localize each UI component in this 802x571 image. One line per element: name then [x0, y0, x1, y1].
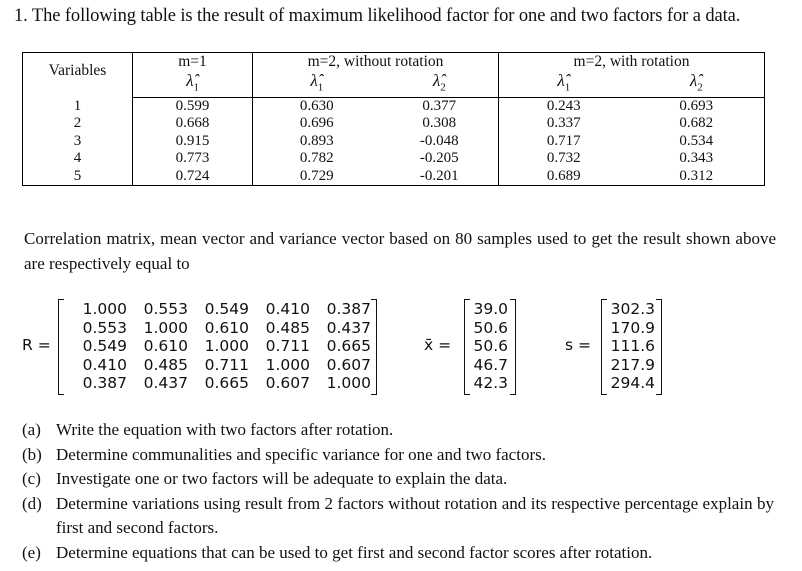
variance-vector: [565, 296, 675, 396]
r-matrix-row: [66, 319, 371, 337]
loading-cell: 0.773: [133, 150, 253, 168]
variance-vector-entry: 170.9: [610, 318, 655, 337]
loading-cell: 0.782: [299, 150, 334, 167]
r-matrix-cell: 0.410: [82, 355, 127, 374]
table-row: [23, 133, 765, 151]
r-matrix-row: [66, 300, 371, 318]
variance-vector-entry: 217.9: [610, 355, 655, 374]
loading-cell: 0.682: [629, 115, 765, 133]
variance-vector-entry: 294.4: [610, 374, 655, 393]
r-matrix-cell: 0.607: [265, 374, 310, 393]
factor-loadings-table: [22, 52, 765, 186]
variables-header: Variables: [23, 53, 133, 98]
r-matrix-cell: 1.000: [82, 300, 127, 318]
lambda-subscript: 1: [193, 80, 199, 93]
question-text: Determine communalities and specific variance for one and two factors.: [56, 444, 546, 464]
mean-vector-entry: 50.6: [473, 318, 508, 337]
mean-vector-entry: 46.7: [473, 355, 508, 374]
question-number: (e): [22, 542, 41, 562]
r-matrix-cell: 0.607: [326, 355, 371, 374]
question-item: [22, 541, 774, 566]
mean-vector-entry: 39.0: [473, 300, 508, 318]
variable-index: 5: [23, 168, 133, 186]
description-paragraph: Correlation matrix, mean vector and variance vector based on 80 samples used to get the result shown above are respectively equal to: [24, 229, 776, 273]
r-left-bracket: [58, 299, 64, 395]
variance-vector-label: s =: [565, 336, 591, 354]
lambda-symbol: λ̂: [186, 70, 194, 90]
lambda-symbol: λ̂: [432, 70, 441, 90]
r-matrix-cell: 0.437: [143, 374, 188, 393]
mean-vector: [424, 296, 524, 396]
r-matrix-cell: 0.610: [204, 318, 249, 337]
question-item: [22, 443, 774, 468]
question-text: Write the equation with two factors after rotation.: [56, 420, 394, 439]
lambda-subscript: 2: [440, 80, 446, 93]
variable-index: 3: [23, 133, 133, 151]
loading-cell: 0.308: [381, 115, 499, 133]
loading-cell: 0.534: [629, 133, 765, 151]
variable-index: 1: [23, 97, 133, 115]
question-title: 1. The following table is the result of maximum likelihood factor for one and two factors for a data.: [14, 6, 741, 26]
mean-vector-entry: 50.6: [473, 337, 508, 356]
loading-cell: 0.729: [253, 168, 381, 186]
r-matrix-cell: 1.000: [143, 318, 188, 337]
r-matrix-cell: 1.000: [326, 374, 371, 393]
loading-cell: 0.915: [133, 133, 253, 151]
r-right-bracket: [371, 299, 377, 395]
variable-index: 4: [23, 150, 133, 168]
r-matrix-cell: 0.711: [265, 337, 310, 356]
question-item: [22, 467, 774, 492]
r-matrix-cell: 0.553: [82, 318, 127, 337]
question-number: (a): [22, 420, 41, 439]
r-matrix-cell: 0.711: [204, 355, 249, 374]
loading-cell: 0.630: [299, 97, 334, 114]
group-header-m1: m=1: [133, 53, 253, 71]
loading-cell: 0.696: [299, 115, 334, 132]
question-text: Determine variations using result from 2 factors without rotation and its respective percentage explain by first and second factors.: [56, 493, 774, 537]
question-item: [22, 492, 774, 541]
loading-cell: 0.893: [299, 132, 334, 149]
lambda-symbol: λ̂: [557, 70, 565, 90]
r-matrix-cell: 0.387: [326, 300, 371, 318]
variance-vector-entry: 111.6: [610, 337, 655, 356]
table-row: [23, 168, 765, 186]
r-matrix-cell: 0.485: [143, 355, 188, 374]
r-matrix-cell: 0.549: [82, 337, 127, 356]
variance-right-bracket: [656, 299, 662, 395]
group-header-m2-rotation: m=2, with rotation: [499, 53, 765, 71]
r-matrix-cell: 1.000: [204, 337, 249, 356]
loading-cell: -0.048: [381, 133, 499, 151]
loading-cell: 0.668: [133, 115, 253, 133]
loading-cell: 0.377: [381, 97, 499, 115]
group-header-m2-no-rotation: m=2, without rotation: [253, 53, 499, 71]
lambda-header-2: [381, 71, 499, 98]
loading-cell: 0.243: [546, 97, 581, 114]
loading-cell: 0.732: [546, 150, 581, 167]
lambda-header-4: [629, 71, 765, 98]
loading-cell: 0.343: [629, 150, 765, 168]
loading-cell: -0.201: [381, 168, 499, 186]
question-item: [22, 418, 774, 443]
lambda-symbol: λ̂: [310, 70, 318, 90]
mean-vector-entry: 42.3: [473, 374, 508, 393]
question-number: (c): [22, 469, 41, 488]
loading-cell: 0.689: [499, 168, 629, 186]
r-matrix-cell: 1.000: [265, 355, 310, 374]
variance-vector-entry: 302.3: [610, 300, 655, 318]
question-text: Determine equations that can be used to get first and second factor scores after rotation.: [56, 542, 653, 562]
r-matrix-cell: 0.387: [82, 374, 127, 393]
r-matrix-cell: 0.665: [204, 374, 249, 393]
r-matrix-cell: 0.549: [204, 300, 249, 318]
r-matrix-cell: 0.610: [143, 337, 188, 356]
lambda-header-0: [133, 71, 253, 98]
r-matrix-cell: 0.485: [265, 318, 310, 337]
r-matrix-row: [66, 337, 371, 355]
loading-cell: -0.205: [381, 150, 499, 168]
r-matrix-cell: 0.437: [326, 318, 371, 337]
lambda-subscript: 1: [564, 80, 571, 93]
loading-cell: 0.312: [629, 168, 765, 186]
correlation-matrix: [22, 296, 382, 396]
lambda-subscript: 1: [317, 80, 324, 93]
r-matrix-cell: 0.553: [143, 300, 188, 318]
loading-cell: 0.724: [133, 168, 253, 186]
table-row: [23, 150, 765, 168]
loading-cell: 0.337: [546, 115, 581, 132]
variable-index: 2: [23, 115, 133, 133]
table-row: [23, 115, 765, 133]
r-matrix-cell: 0.410: [265, 300, 310, 318]
loading-cell: 0.717: [546, 132, 581, 149]
question-list: [22, 418, 774, 565]
table-row: [23, 97, 765, 115]
question-number: (b): [22, 444, 42, 464]
mean-vector-label: x̄ =: [424, 336, 452, 354]
r-matrix-row: [66, 374, 371, 392]
question-number: (d): [22, 493, 42, 513]
question-text: Investigate one or two factors will be adequate to explain the data.: [56, 469, 508, 488]
lambda-symbol: λ̂: [689, 70, 698, 90]
lambda-header-1: [253, 71, 381, 98]
r-matrix-row: [66, 356, 371, 374]
loading-cell: 0.693: [629, 97, 765, 115]
mean-right-bracket: [510, 299, 516, 395]
r-matrix-label: R =: [22, 336, 51, 354]
lambda-subscript: 2: [697, 80, 703, 93]
r-matrix-cell: 0.665: [326, 337, 371, 356]
lambda-header-3: [499, 71, 629, 98]
loading-cell: 0.599: [133, 97, 253, 115]
